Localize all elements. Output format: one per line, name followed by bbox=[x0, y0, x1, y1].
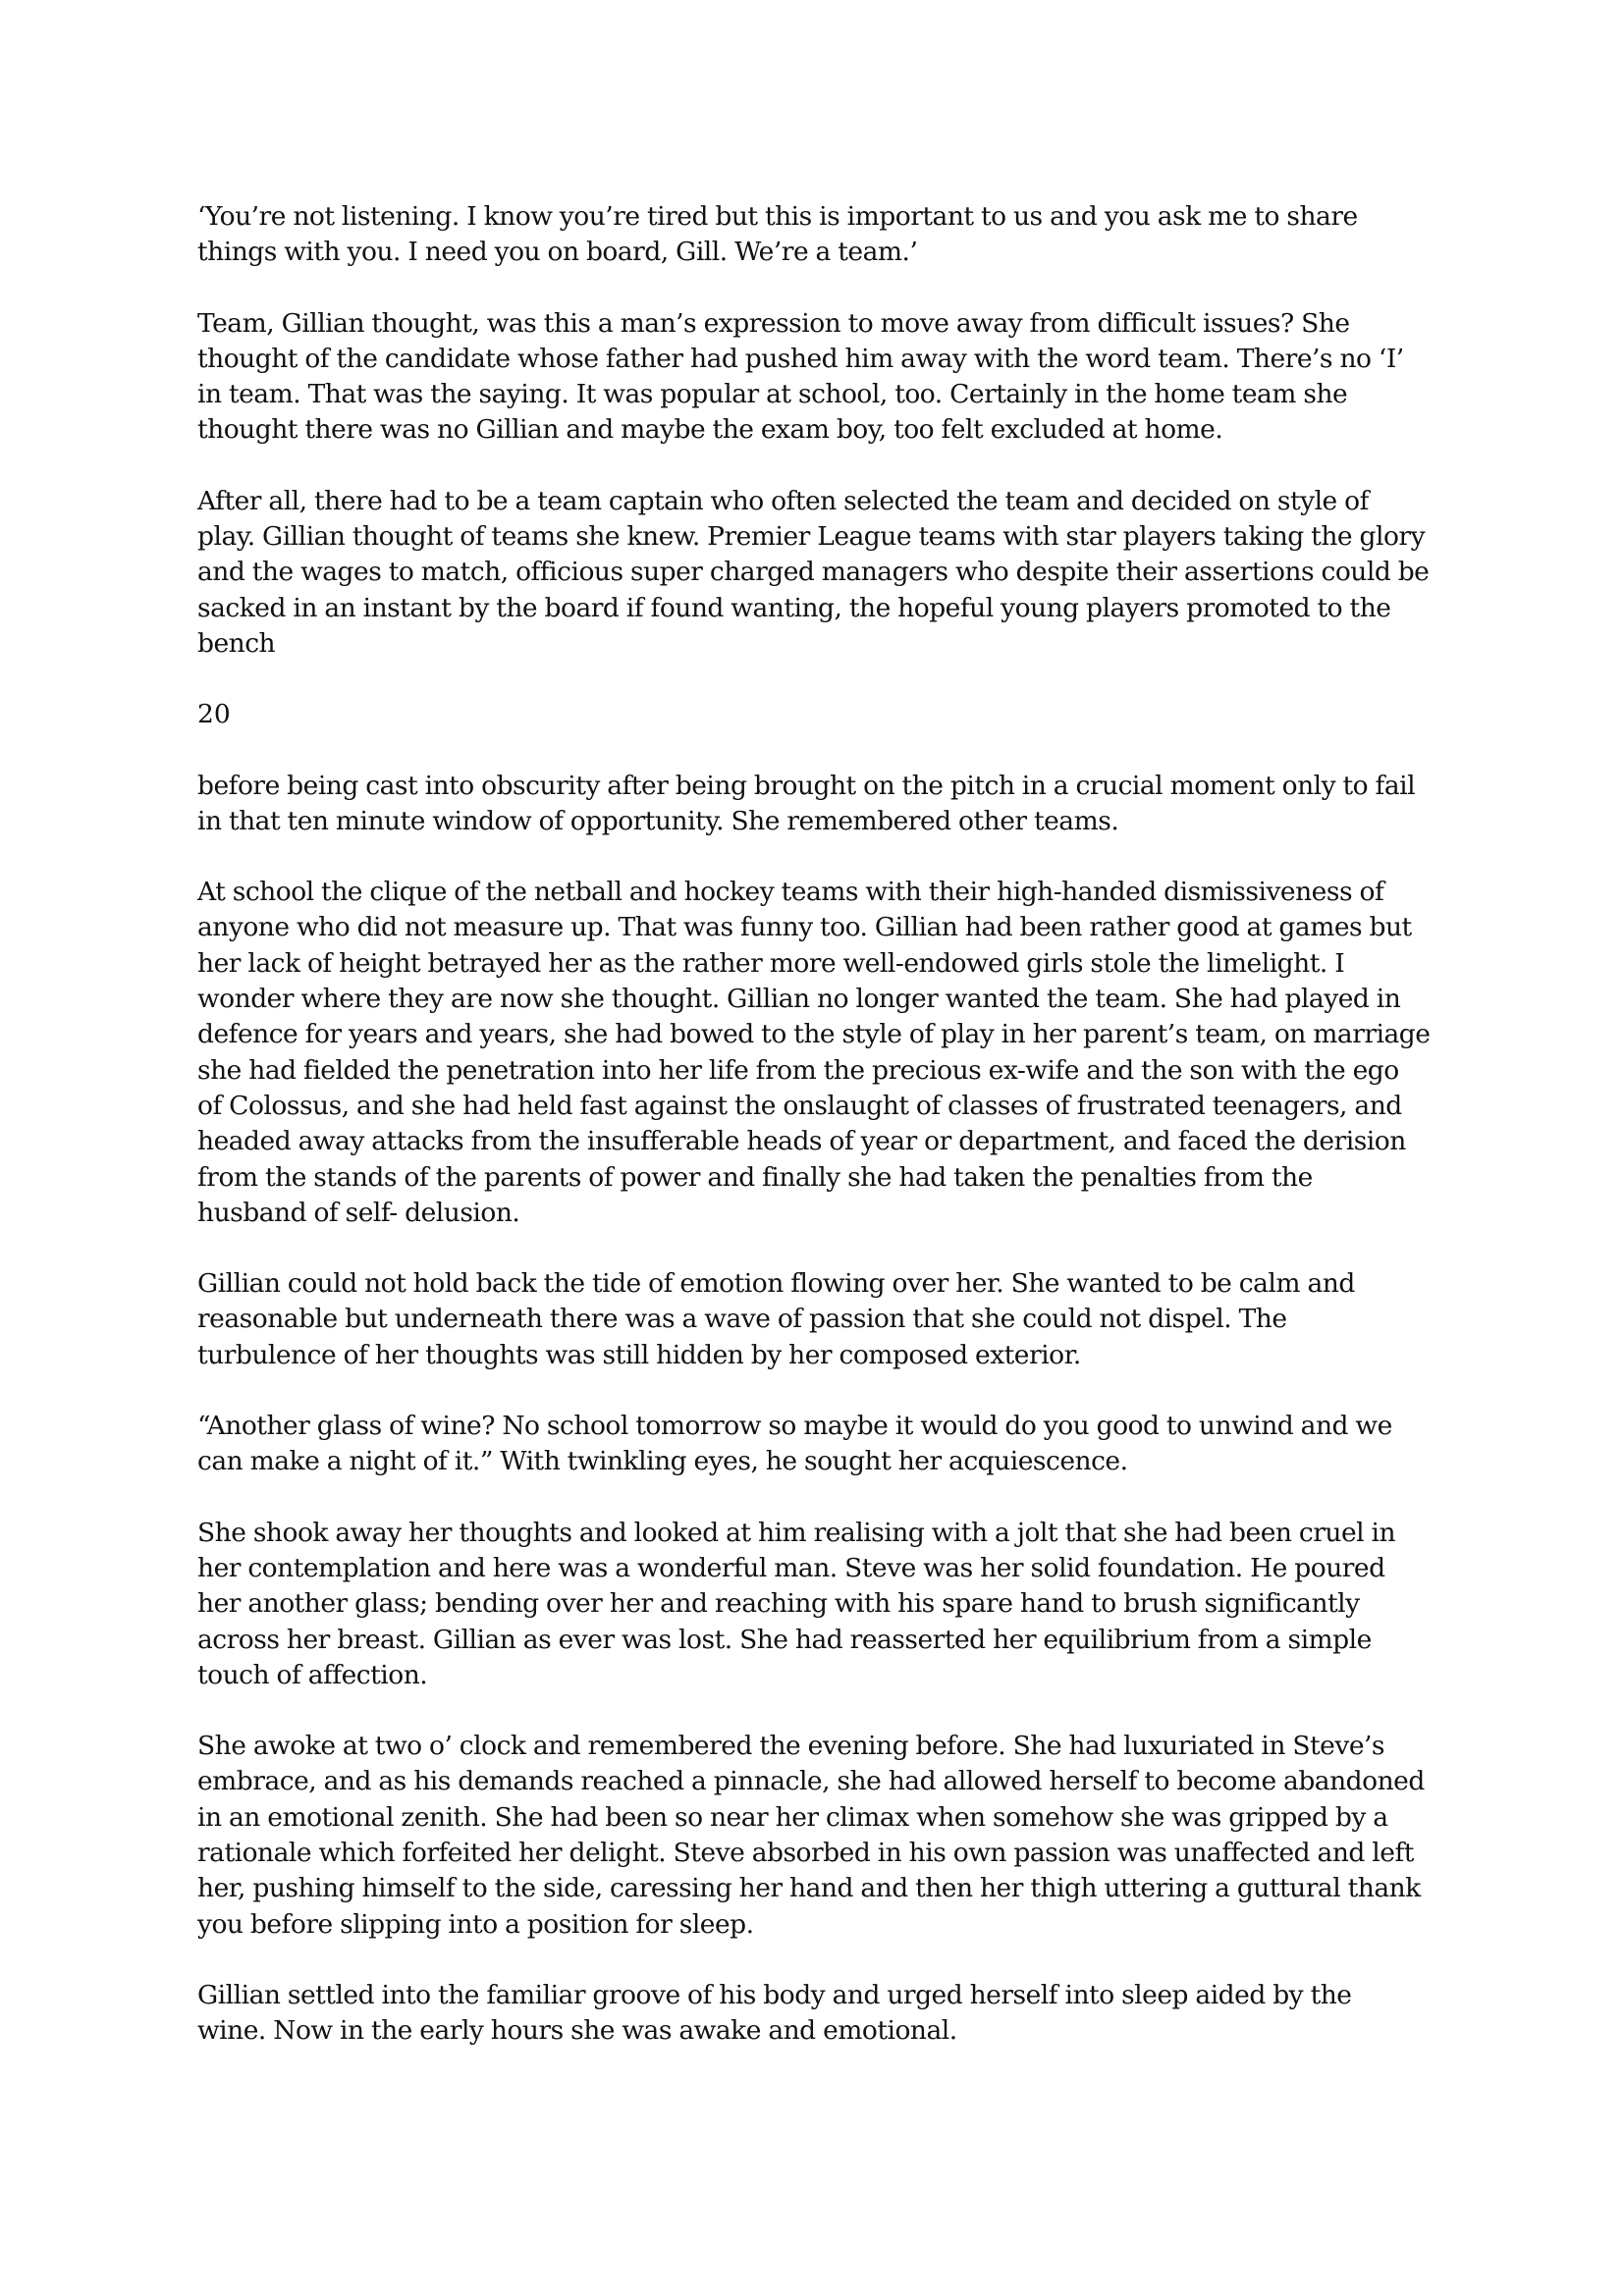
text-line: Gillian could not hold back the tide of emotion flowing over her. She wanted to be calm and bbox=[197, 1268, 1355, 1300]
text-line: her lack of height betrayed her as the rather more well-endowed girls stole the limelight. I bbox=[197, 947, 1345, 979]
text-line: anyone who did not measure up. That was funny too. Gillian had been rather good at games but bbox=[197, 912, 1412, 943]
text-line: husband of self- delusion. bbox=[197, 1197, 520, 1228]
text-line: in that ten minute window of opportunity. She remembered other teams. bbox=[197, 805, 1119, 836]
text-line: her, pushing himself to the side, caressing her hand and then her thigh uttering a guttural thank bbox=[197, 1873, 1421, 1904]
document-page bbox=[197, 199, 1444, 2084]
text-line: things with you. I need you on board, Gill. We’re a team.’ bbox=[197, 237, 918, 268]
text-line: before being cast into obscurity after being brought on the pitch in a crucial moment only to fail bbox=[197, 770, 1416, 801]
page-number: 20 bbox=[197, 699, 231, 730]
paragraph bbox=[197, 875, 1444, 1231]
text-line: in team. That was the saying. It was popular at school, too. Certainly in the home team she bbox=[197, 379, 1348, 410]
text-line: At school the clique of the netball and hockey teams with their high-handed dismissiveness of bbox=[197, 877, 1384, 908]
paragraph bbox=[197, 1978, 1444, 2050]
text-line: defence for years and years, she had bowed to the style of play in her parent’s team, on marriage bbox=[197, 1019, 1431, 1050]
text-line: touch of affection. bbox=[197, 1659, 428, 1690]
paragraph bbox=[197, 1729, 1444, 1943]
text-line: She shook away her thoughts and looked at him realising with a jolt that she had been cruel in bbox=[197, 1517, 1396, 1548]
text-line: across her breast. Gillian as ever was lost. She had reasserted her equilibrium from a simple bbox=[197, 1624, 1372, 1655]
text-line: reasonable but underneath there was a wave of passion that she could not dispel. The bbox=[197, 1304, 1287, 1335]
text-line: wonder where they are now she thought. Gillian no longer wanted the team. She had played in bbox=[197, 984, 1401, 1015]
text-line: of Colossus, and she had held fast against the onslaught of classes of frustrated teenagers, and bbox=[197, 1090, 1402, 1121]
text-section-after-page-number bbox=[197, 769, 1444, 2050]
text-line: turbulence of her thoughts was still hidden by her composed exterior. bbox=[197, 1339, 1081, 1370]
paragraph bbox=[197, 306, 1444, 449]
text-line: thought there was no Gillian and maybe the exam boy, too felt excluded at home. bbox=[197, 414, 1223, 446]
paragraph bbox=[197, 1409, 1444, 1480]
text-line: embrace, and as his demands reached a pinnacle, she had allowed herself to become abandoned bbox=[197, 1766, 1425, 1797]
text-line: headed away attacks from the insufferable heads of year or department, and faced the derision bbox=[197, 1126, 1406, 1157]
text-line: and the wages to match, officious super charged managers who despite their assertions could be bbox=[197, 557, 1430, 588]
text-line: wine. Now in the early hours she was awake and emotional. bbox=[197, 2015, 957, 2047]
text-line: After all, there had to be a team captain who often selected the team and decided on style of bbox=[197, 485, 1369, 516]
text-line: you before slipping into a position for sleep. bbox=[197, 1908, 754, 1940]
text-line: from the stands of the parents of power and finally she had taken the penalties from the bbox=[197, 1161, 1313, 1193]
text-line: she had fielded the penetration into her life from the precious ex-wife and the son with the ego bbox=[197, 1054, 1399, 1086]
text-line: She awoke at two o’ clock and remembered the evening before. She had luxuriated in Steve’s bbox=[197, 1731, 1385, 1762]
paragraph bbox=[197, 769, 1444, 840]
text-line: Gillian settled into the familiar groove of his body and urged herself into sleep aided by the bbox=[197, 1979, 1352, 2010]
text-line: bench bbox=[197, 627, 276, 659]
text-line: thought of the candidate whose father had pushed him away with the word team. There’s no ‘I’ bbox=[197, 343, 1404, 374]
paragraph bbox=[197, 199, 1444, 271]
text-line: rationale which forfeited her delight. Steve absorbed in his own passion was unaffected and left bbox=[197, 1837, 1414, 1868]
text-line: “Another glass of wine? No school tomorrow so maybe it would do you good to unwind and we bbox=[197, 1411, 1392, 1442]
text-line: play. Gillian thought of teams she knew. Premier League teams with star players taking the glory bbox=[197, 521, 1426, 553]
text-line: can make a night of it.” With twinkling eyes, he sought her acquiescence. bbox=[197, 1446, 1128, 1477]
text-line: her another glass; bending over her and reaching with his spare hand to brush significantly bbox=[197, 1588, 1360, 1620]
paragraph bbox=[197, 484, 1444, 662]
paragraph bbox=[197, 1516, 1444, 1693]
text-line: Team, Gillian thought, was this a man’s expression to move away from difficult issues? She bbox=[197, 307, 1350, 339]
text-line: sacked in an instant by the board if found wanting, the hopeful young players promoted to the bbox=[197, 592, 1391, 623]
text-line: ‘You’re not listening. I know you’re tired but this is important to us and you ask me to share bbox=[197, 201, 1358, 232]
text-line: in an emotional zenith. She had been so near her climax when somehow she was gripped by a bbox=[197, 1801, 1388, 1833]
text-line: her contemplation and here was a wonderful man. Steve was her solid foundation. He poured bbox=[197, 1552, 1385, 1583]
paragraph bbox=[197, 1266, 1444, 1373]
text-section-before-page-number bbox=[197, 199, 1444, 662]
